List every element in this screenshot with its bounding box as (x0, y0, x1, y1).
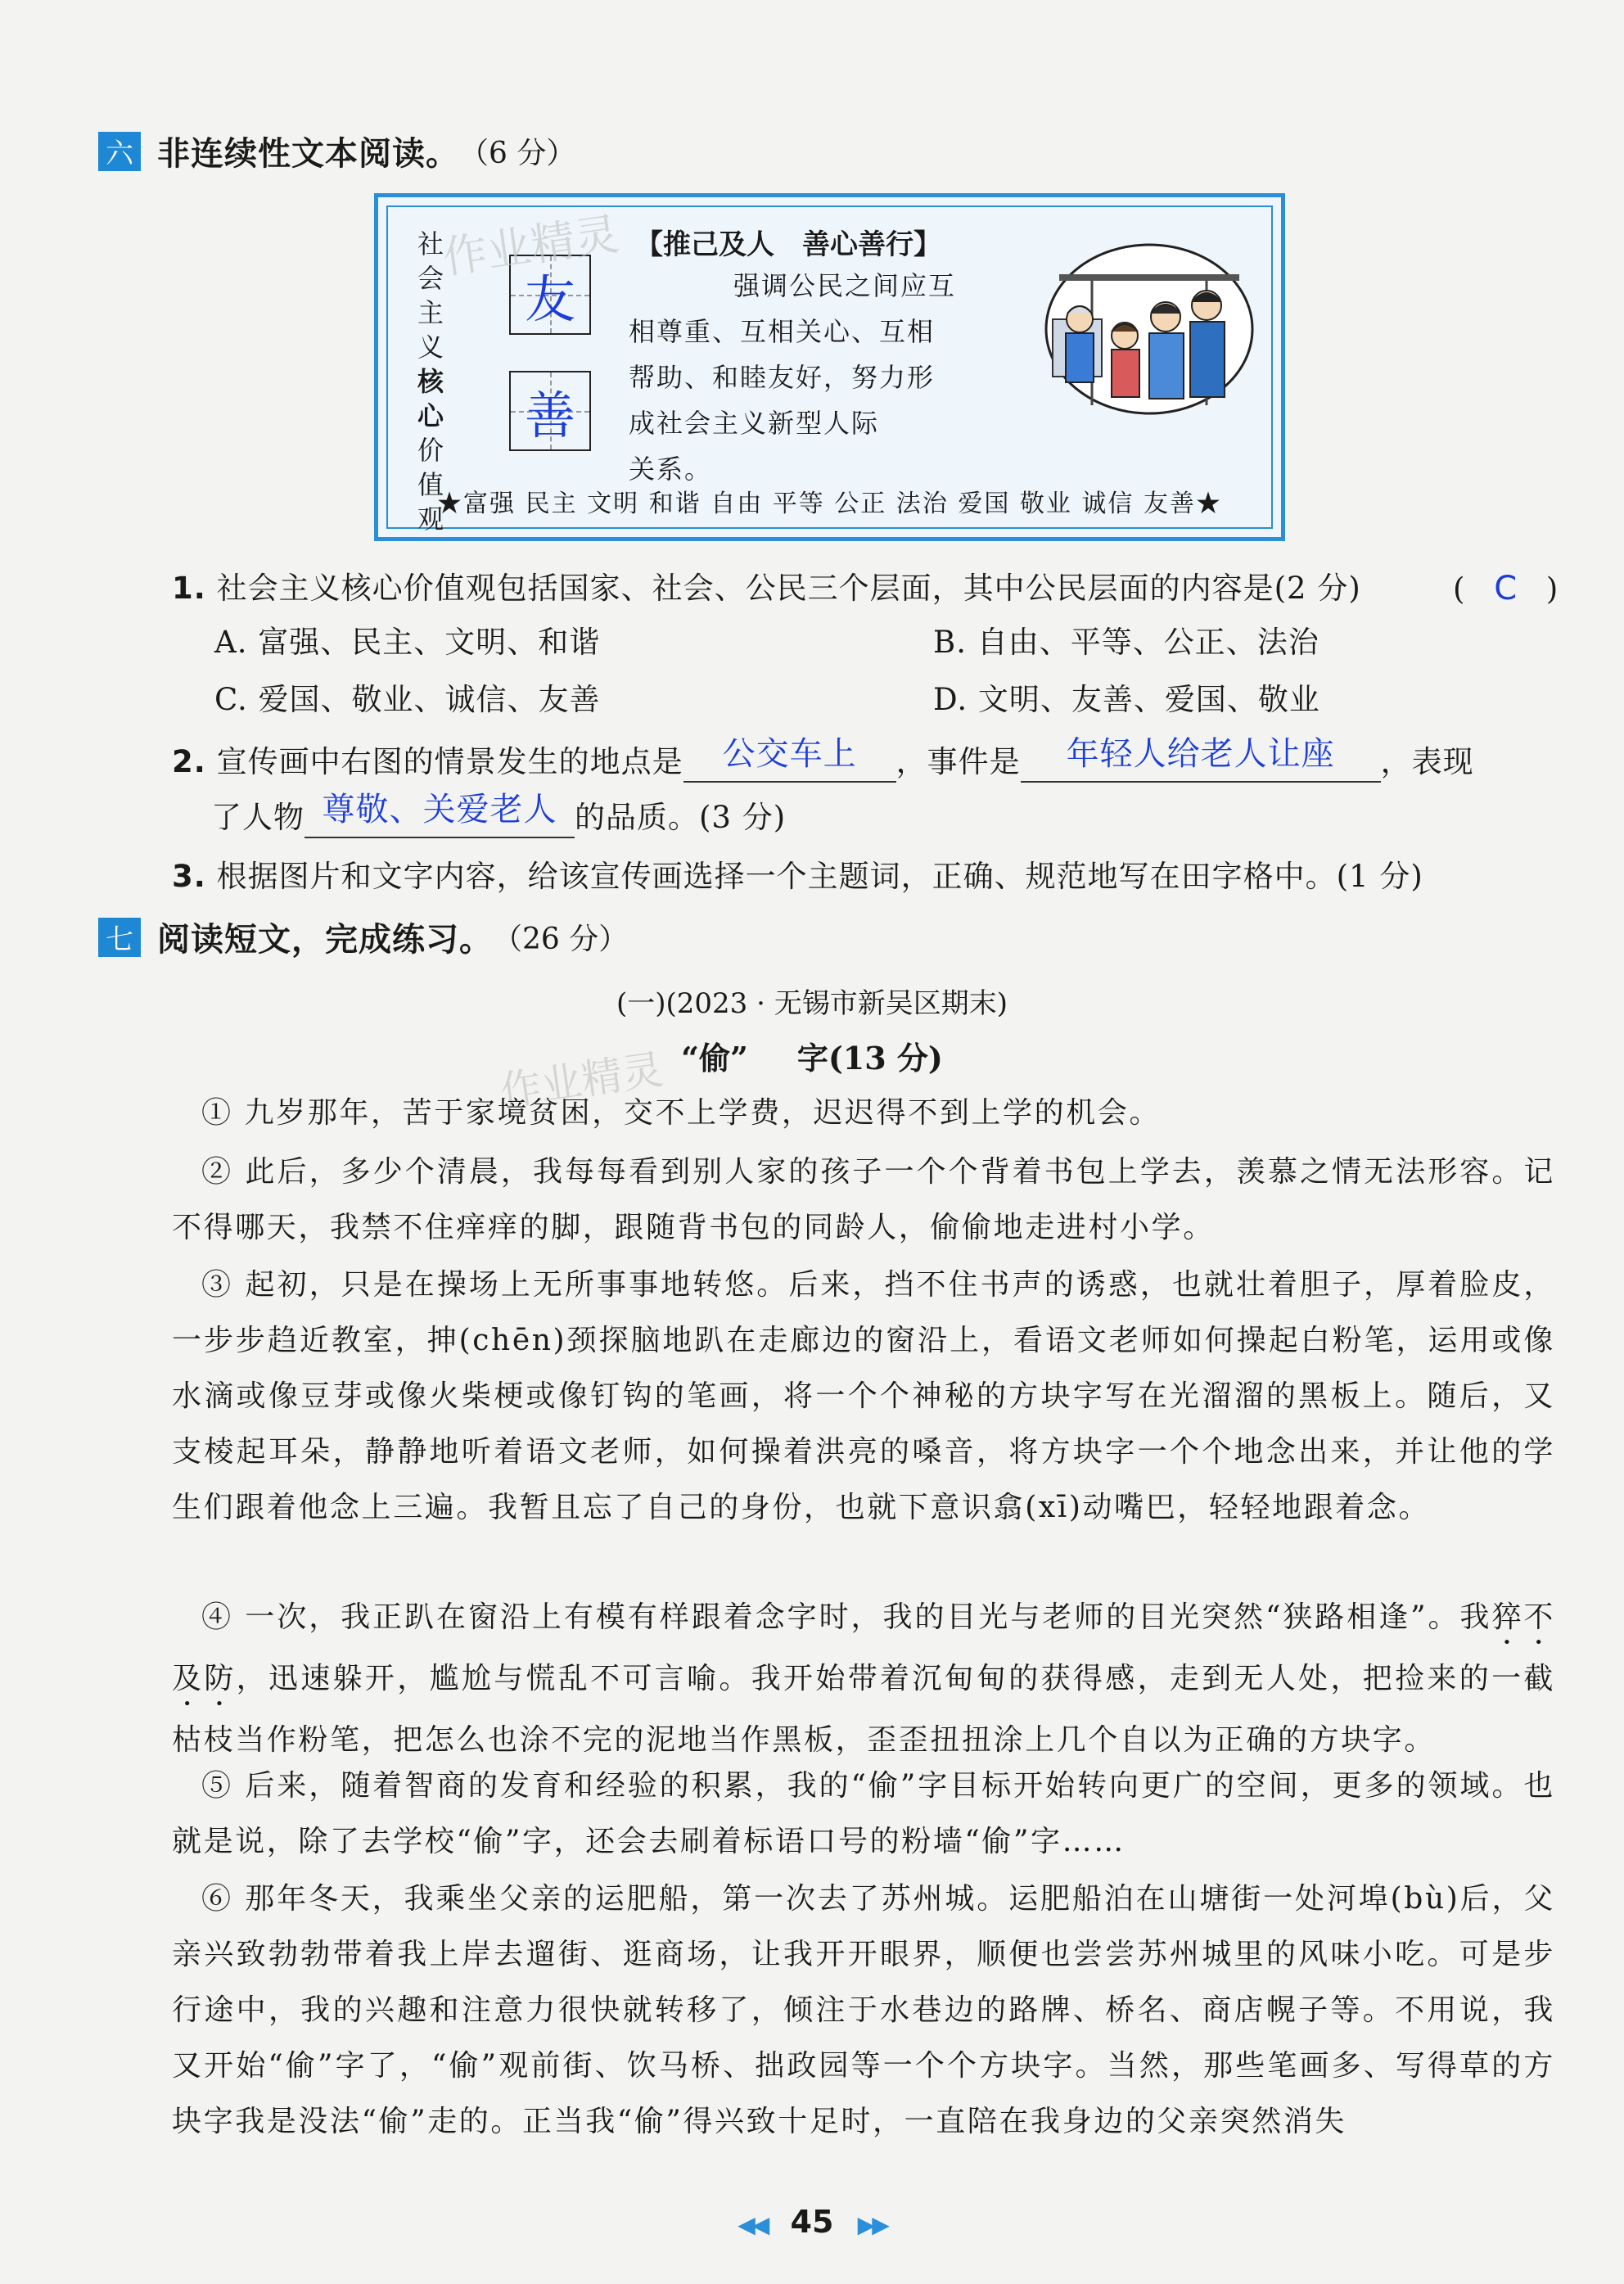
poster-vertical-post: 价值观 (417, 435, 444, 535)
poster-body-line: 成社会主义新型人际 (629, 408, 880, 439)
question-1 (172, 568, 1563, 609)
poster-body-line: 强调公民之间应互 (733, 270, 957, 301)
q2-blank-quality (304, 791, 575, 838)
q2-text-3: ，表现 (1380, 744, 1474, 779)
q2-text-2: ，事件是 (895, 744, 1021, 779)
prev-arrows-icon: ◀◀ (738, 2211, 767, 2238)
section-6-title: 非连续性文本阅读。 (157, 135, 459, 173)
q2-blank-location (683, 735, 896, 783)
poster-footer: ★富强 民主 文明 和谐 自由 平等 公正 法治 爱国 敬业 诚信 友善★ (437, 490, 1222, 518)
q2-answer-quality: 尊敬、关爱老人 (322, 791, 557, 828)
q1-paren-open: ( (1453, 571, 1466, 607)
q1-answer: C (1494, 570, 1518, 607)
q1-option-c: C. 爱国、敬业、诚信、友善 (214, 682, 601, 717)
question-3 (172, 856, 1580, 897)
q3-text: 根据图片和文字内容，给该宣传画选择一个主题词，正确、规范地写在田字格中。(1 分) (216, 859, 1423, 894)
question-2-line-2 (211, 791, 787, 838)
poster-body-line: 相尊重、互相关心、互相 (629, 316, 936, 347)
poster-heading: 【推己及人 善心善行】 (635, 228, 941, 261)
paragraph-4 (172, 1590, 1555, 1768)
watermark-logo: 作业精灵 (497, 1045, 666, 1116)
q1-text: 社会主义核心价值观包括国家、社会、公民三个层面，其中公民层面的内容是(2 分) (216, 571, 1361, 606)
passage-title-rest: 字(13 分) (796, 1040, 943, 1077)
q1-option-b: B. 自由、平等、公正、法治 (933, 625, 1320, 660)
q3-number: 3. (172, 859, 206, 894)
next-arrows-icon: ▶▶ (857, 2211, 886, 2238)
section-7-badge: 七 (98, 918, 141, 957)
tian-grid-1 (509, 255, 591, 335)
passage-title (0, 1033, 1624, 1078)
section-6-heading (98, 128, 575, 174)
emphasized-idiom: 猝不及防 (172, 1600, 1556, 1695)
q2-text-1: 宣传画中右图的情景发生的地点是 (216, 744, 683, 779)
tian-grid-char-2: 善 (524, 385, 575, 445)
paragraph-2: ② 此后，多少个清晨，我每每看到别人家的孩子一个个背着书包上学去，羡慕之情无法形容。记不得哪天，我禁不住痒痒的脚，跟随背书包的同龄人，偷偷地走进村小学。 (172, 1155, 1555, 1244)
section-7-heading (98, 914, 628, 960)
passage-title-word: “偷” (681, 1040, 748, 1077)
section-6-score: （6 分） (459, 137, 576, 170)
q2-text-5: 的品质。(3 分) (575, 800, 787, 835)
q1-option-a: A. 富强、民主、文明、和谐 (214, 625, 601, 660)
watermark-logo: 作业精灵 (440, 208, 622, 284)
paragraph-6: ⑥ 那年冬天，我乘坐父亲的运肥船，第一次去了苏州城。运肥船泊在山塘街一处河埠(bù)后，父亲兴致勃勃带着我上岸去遛街、逛商场，让我开开眼界，顺便也尝尝苏州城里的风味小吃。可是步行途中，我的兴趣和注意力很快就转移了，倾注于水巷边的路牌、桥名、商店幌子等。不用说，我又开始“偷”字了，“偷”观前街、饮马桥、拙政园等一个个方块字。当然，那些笔画多、写得草的方块字我是没法“偷”走的。正当我“偷”得兴致十足时，一直陪在我身边的父亲突然消失 (172, 1882, 1555, 2138)
page-footer (0, 2204, 1624, 2240)
tian-grid-char-1: 友 (524, 269, 575, 329)
q1-answer-paren (1453, 568, 1559, 610)
section-6-badge: 六 (98, 132, 141, 171)
q2-text-4: 了人物 (211, 800, 304, 835)
q1-paren-close: ) (1545, 571, 1559, 607)
tian-grid-2 (509, 371, 591, 451)
bus-scene-illustration (1043, 241, 1256, 418)
page-number: 45 (790, 2204, 834, 2240)
poster-vertical-bold: 核心 (417, 366, 444, 431)
poster-vertical-pre: 社会主义 (417, 228, 444, 363)
passage-source: (一)(2023 · 无锡市新吴区期末) (616, 987, 1008, 1020)
paragraph-4-part-1: ④ 一次，我正趴在窗沿上有模有样跟着念字时，我的目光与老师的目光突然“狭路相逢”。我 (201, 1600, 1492, 1634)
poster-body (629, 263, 992, 492)
q2-answer-location: 公交车上 (722, 735, 857, 773)
section-7-score: （26 分） (493, 923, 629, 956)
paragraph-4-part-2: ，迅速躲开，尴尬与慌乱不可言喻。我开始带着沉甸甸的获得感，走到无人处，把捡来的一截枯枝当作粉笔，把怎么也涂不完的泥地当作黑板，歪歪扭扭涂上几个自以为正确的方块字。 (172, 1662, 1555, 1757)
q1-number: 1. (172, 571, 206, 606)
section-7-title: 阅读短文，完成练习。 (157, 921, 493, 959)
paragraph-3: ③ 起初，只是在操场上无所事事地转悠。后来，挡不住书声的诱惑，也就壮着胆子，厚着脸皮，一步步趋近教室，抻(chēn)颈探脑地趴在走廊边的窗沿上，看语文老师如何操起白粉笔，运用或像水滴或像豆芽或像火柴梗或像钉钩的笔画，将一个个神秘的方块字写在光溜溜的黑板上。随后，又支棱起耳朵，静静地听着语文老师，如何操着洪亮的嗓音，将方块字一个个地念出来，并让他的学生们跟着他念上三遍。我暂且忘了自己的身份，也就下意识翕(xī)动嘴巴，轻轻地跟着念。 (172, 1268, 1555, 1524)
q2-blank-event (1021, 735, 1381, 783)
question-2 (172, 735, 1563, 783)
paragraph-1: ① 九岁那年，苦于家境贫困，交不上学费，迟迟得不到上学的机会。 (201, 1096, 1162, 1130)
q2-answer-event: 年轻人给老人让座 (1066, 735, 1335, 773)
q1-option-d: D. 文明、友善、爱国、敬业 (933, 682, 1320, 717)
poster-body-line: 帮助、和睦友好，努力形 (629, 362, 936, 393)
poster-body-line: 关系。 (629, 454, 713, 485)
paragraph-5: ⑤ 后来，随着智商的发育和经验的积累，我的“偷”字目标开始转向更广的空间，更多的领域。也就是说，除了去学校“偷”字，还会去刷着标语口号的粉墙“偷”字…… (172, 1769, 1555, 1858)
q2-number: 2. (172, 744, 206, 779)
